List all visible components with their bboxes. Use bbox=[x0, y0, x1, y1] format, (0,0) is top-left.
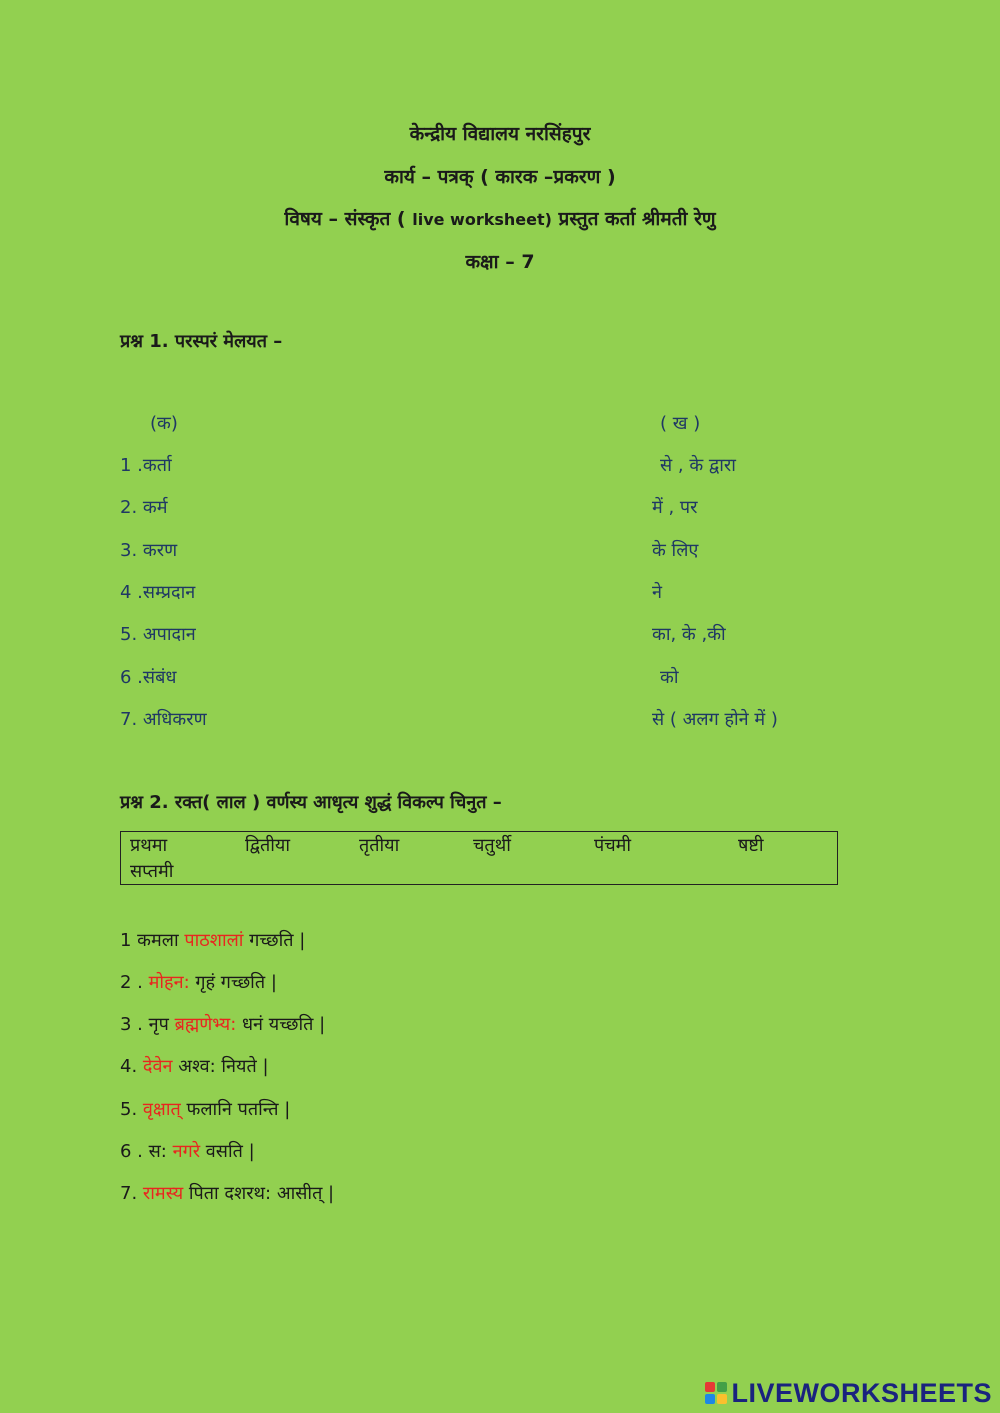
q1-left-item: 2. कर्म bbox=[120, 497, 168, 518]
option-label: द्वितीया bbox=[245, 835, 291, 856]
q2-sentence bbox=[120, 1139, 255, 1163]
q1-right-item[interactable]: को bbox=[660, 667, 679, 688]
q2-title: प्रश्न 2. रक्त( लाल ) वर्णस्य आधृत्य शुद्धं विकल्प चिनुत – bbox=[120, 792, 502, 813]
sentence-text: 5. bbox=[120, 1099, 143, 1120]
highlighted-word[interactable]: देवेन bbox=[142, 1056, 173, 1077]
q1-right-item[interactable]: से ( अलग होने में ) bbox=[652, 709, 778, 730]
sentence-text: अश्व: नियते | bbox=[172, 1056, 269, 1077]
options-box bbox=[120, 831, 838, 885]
sentence-text: 2 . bbox=[120, 972, 149, 993]
subject-line bbox=[0, 205, 1000, 231]
option-label: तृतीया bbox=[359, 835, 400, 856]
q1-title: प्रश्न 1. परस्परं मेलयत – bbox=[120, 331, 283, 352]
sentence-text: 1 कमला bbox=[120, 930, 185, 951]
sentence-text: गच्छति | bbox=[243, 930, 306, 951]
liveworksheets-brand bbox=[705, 1379, 992, 1407]
sentence-text: 3 . नृप bbox=[120, 1014, 175, 1035]
q2-sentence bbox=[120, 928, 305, 952]
sentence-text: धनं यच्छति | bbox=[236, 1014, 326, 1035]
liveworksheets-logo-icon bbox=[705, 1382, 727, 1404]
worksheet-title: कार्य – पत्रक् ( कारक –प्रकरण ) bbox=[384, 166, 616, 188]
option-label: पंचमी bbox=[594, 835, 632, 856]
q1-right-item[interactable]: से , के द्वारा bbox=[660, 455, 736, 476]
highlighted-word[interactable]: पाठशालां bbox=[184, 930, 244, 951]
option-label: चतुर्थी bbox=[473, 835, 511, 856]
q1-left-item: 3. करण bbox=[120, 540, 178, 561]
q2-sentence bbox=[120, 1097, 290, 1121]
option-label: सप्तमी bbox=[130, 861, 174, 882]
q1-left-item: 6 .संबंध bbox=[120, 667, 177, 688]
q1-right-item[interactable]: में , पर bbox=[652, 497, 698, 518]
q1-right-item[interactable]: का, के ,की bbox=[652, 624, 726, 645]
q2-sentence bbox=[120, 1012, 325, 1036]
q1-left-item: 5. अपादान bbox=[120, 624, 196, 645]
q1-right-item[interactable]: के लिए bbox=[652, 540, 699, 561]
brand-name: LIVEWORKSHEETS bbox=[731, 1377, 992, 1408]
q1-left-item: 7. अधिकरण bbox=[120, 709, 207, 730]
q2-sentence bbox=[120, 1181, 334, 1205]
q2-sentence bbox=[120, 970, 277, 994]
q2-sentence bbox=[120, 1054, 269, 1078]
subject-latin: live worksheet) bbox=[412, 210, 552, 229]
subject-prefix: विषय – संस्कृत ( bbox=[284, 208, 406, 230]
highlighted-word[interactable]: नगरे bbox=[172, 1141, 201, 1162]
sentence-text: गृहं गच्छति | bbox=[189, 972, 277, 993]
class-label: कक्षा – 7 bbox=[465, 251, 535, 273]
sentence-text: 4. bbox=[120, 1056, 143, 1077]
q1-left-item: 4 .सम्प्रदान bbox=[120, 582, 196, 603]
option-label: प्रथमा bbox=[130, 835, 168, 856]
q1-left-item: 1 .कर्ता bbox=[120, 455, 172, 476]
q1-col-a-header: (क) bbox=[150, 413, 178, 434]
sentence-text: पिता दशरथ: आसीत् | bbox=[183, 1183, 335, 1204]
school-name: केन्द्रीय विद्यालय नरसिंहपुर bbox=[409, 123, 591, 145]
highlighted-word[interactable]: वृक्षात् bbox=[142, 1099, 181, 1120]
sentence-text: 7. bbox=[120, 1183, 143, 1204]
highlighted-word[interactable]: रामस्य bbox=[142, 1183, 184, 1204]
sentence-text: फलानि पतन्ति | bbox=[180, 1099, 291, 1120]
subject-suffix: प्रस्तुत कर्ता श्रीमती रेणु bbox=[558, 208, 716, 230]
sentence-text: 6 . स: bbox=[120, 1141, 173, 1162]
highlighted-word[interactable]: ब्रह्मणेभ्य: bbox=[174, 1014, 237, 1035]
q1-col-b-header: ( ख ) bbox=[660, 413, 701, 434]
q1-right-item[interactable]: ने bbox=[652, 582, 662, 603]
option-label: षष्टी bbox=[738, 835, 764, 856]
highlighted-word[interactable]: मोहन: bbox=[148, 972, 190, 993]
sentence-text: वसति | bbox=[200, 1141, 255, 1162]
